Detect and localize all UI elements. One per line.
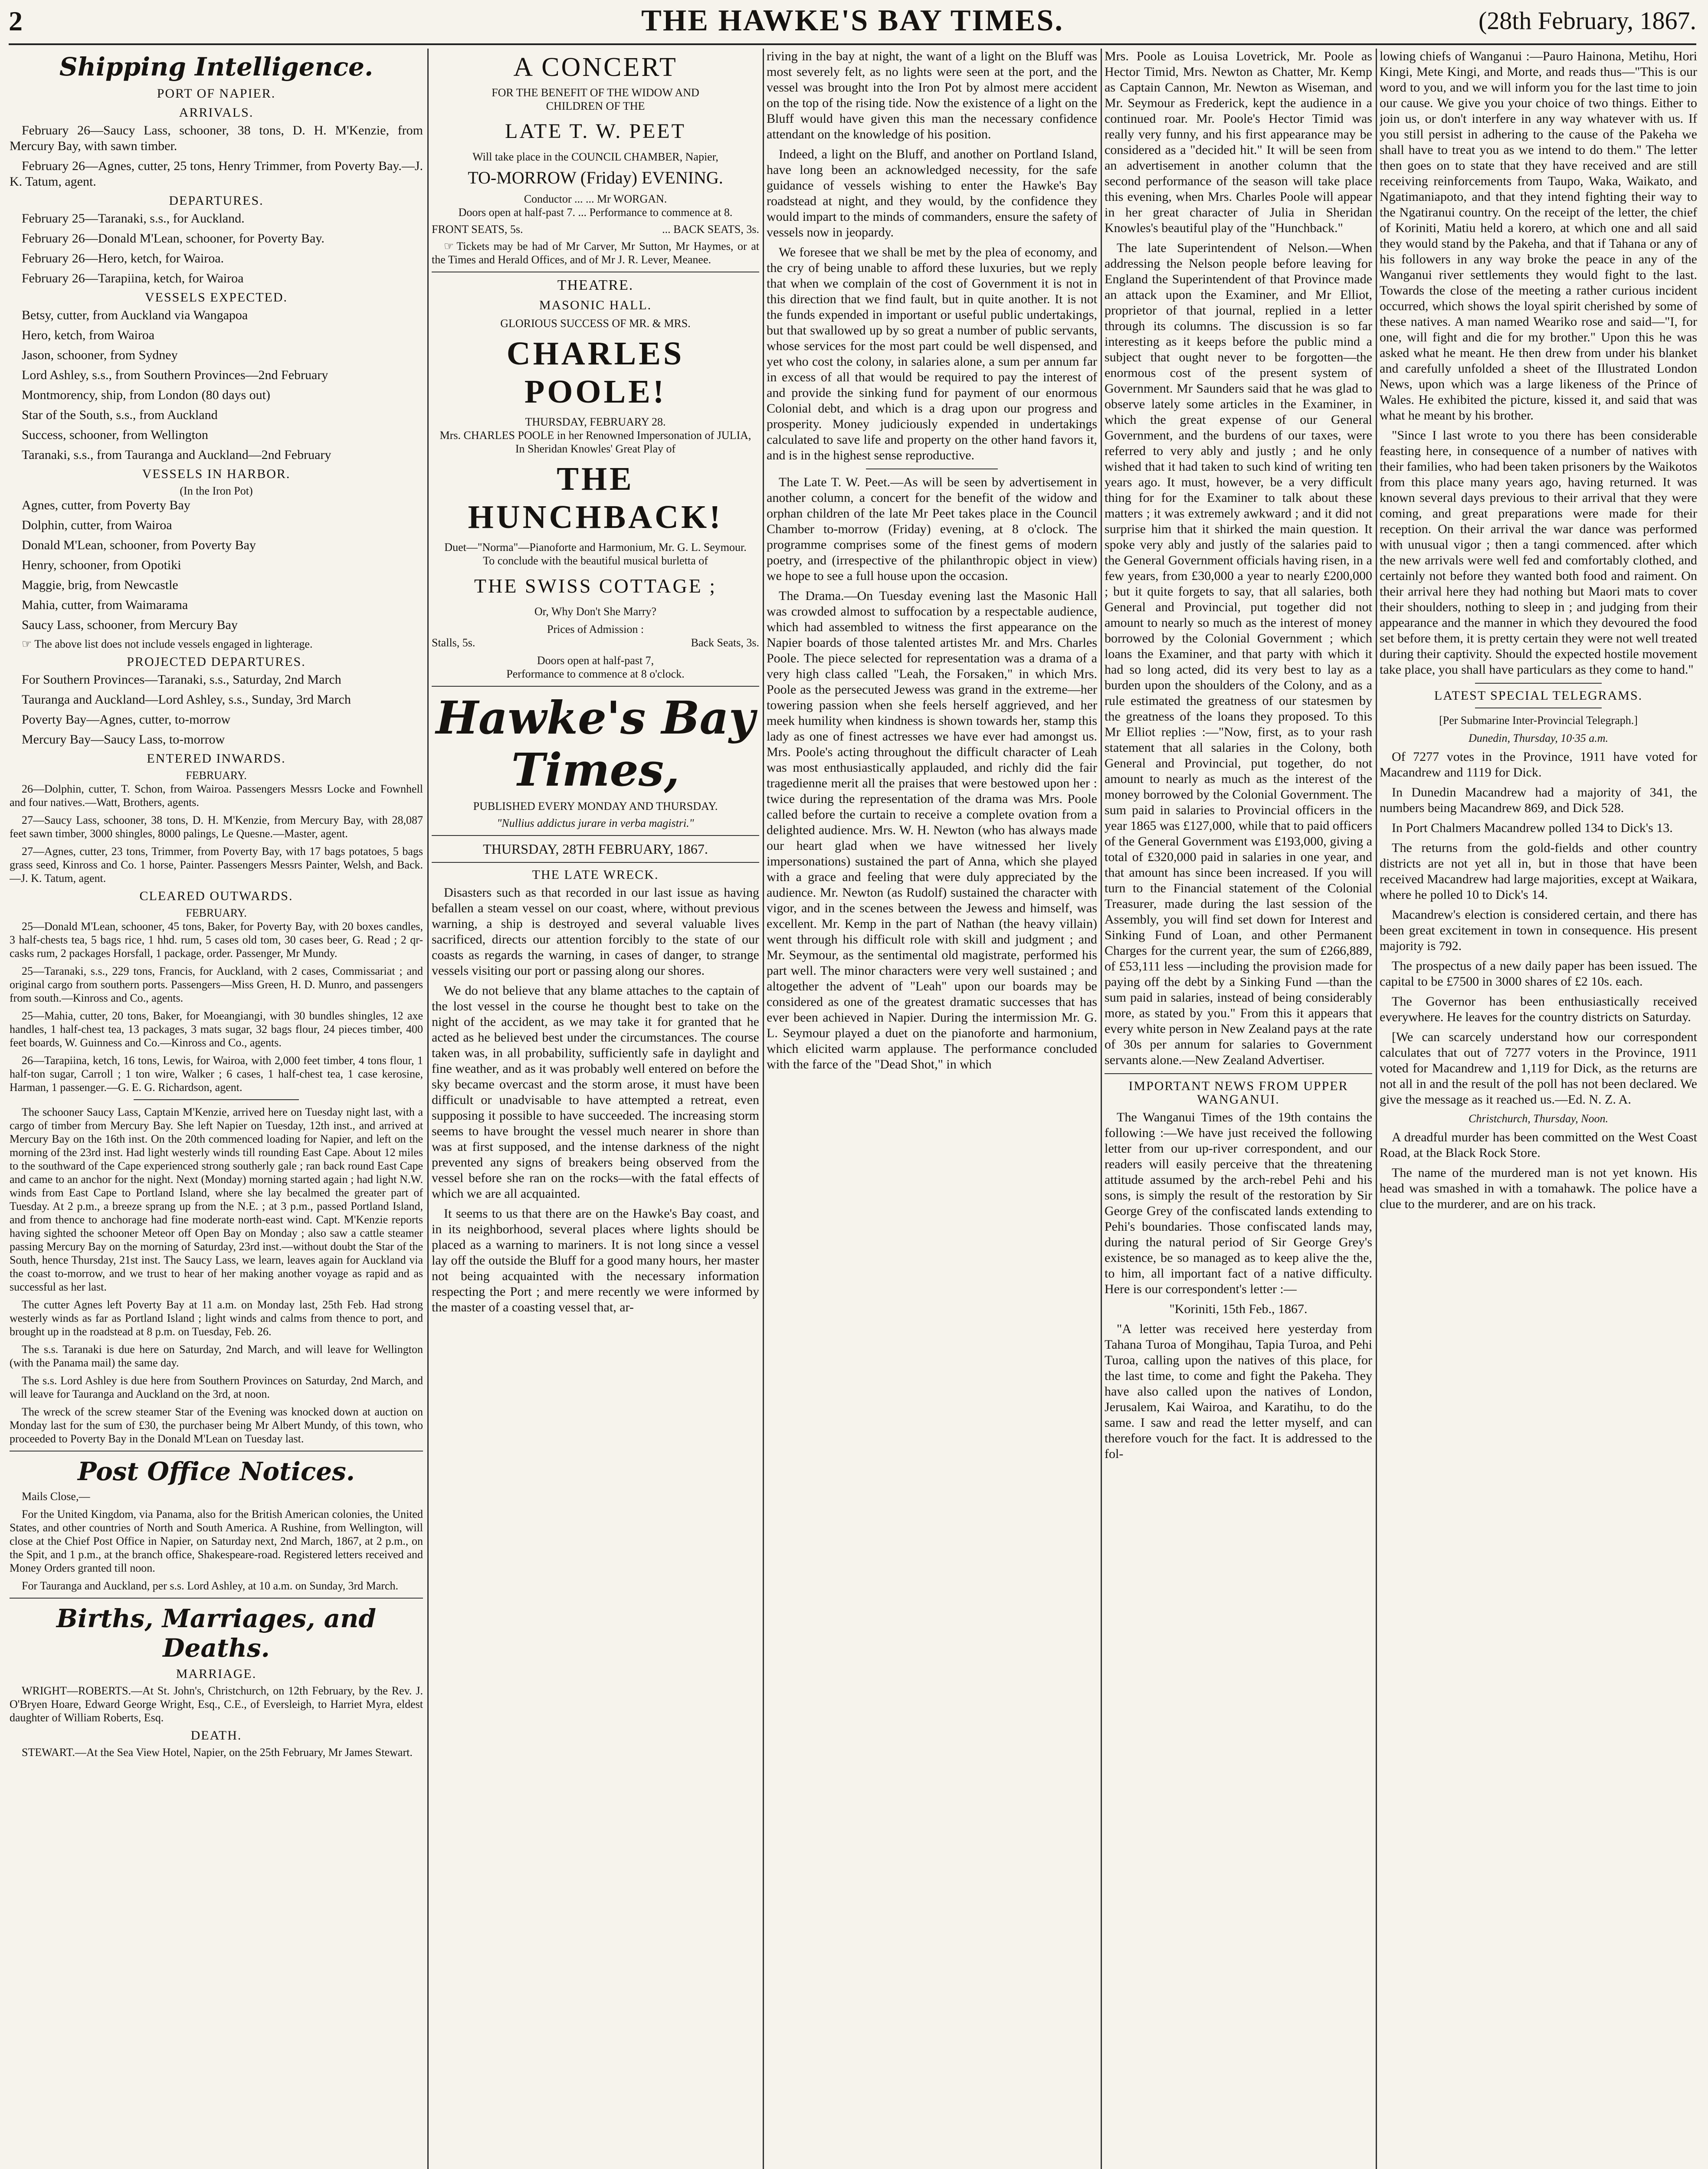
- letter-dateline: "Koriniti, 15th Feb., 1867.: [1169, 1302, 1308, 1316]
- concert-title: A CONCERT: [513, 52, 678, 82]
- theatre-mrs: Mrs. CHARLES POOLE in her Renowned Impersonation of JULIA,: [439, 429, 751, 442]
- death-heading: DEATH.: [190, 1728, 242, 1743]
- theatre-or: Or, Why Don't She Marry?: [534, 605, 657, 618]
- post-office-heading: Post Office Notices.: [78, 1457, 355, 1486]
- departure-entry: February 26—Tarapiina, ketch, for Wairoa: [22, 271, 244, 285]
- telegram-paragraph: In Port Chalmers Macandrew polled 134 to Dick's 13.: [1392, 821, 1673, 835]
- divider: [134, 1099, 299, 1100]
- death-notice: STEWART.—At the Sea View Hotel, Napier, on the 25th February, Mr James Stewart.: [22, 1746, 413, 1759]
- projected-entry: For Southern Provinces—Taranaki, s.s., Saturday, 2nd March: [22, 672, 341, 687]
- divider: [1475, 683, 1602, 684]
- shipping-news-paragraph: The s.s. Lord Ashley is due here from Southern Provinces on Saturday, 2nd March, and will leave for Tauranga and Auckland on the 3rd, at noon.: [10, 1374, 423, 1400]
- editor-note: [We can scarcely understand how our correspondent calculates that out of 7277 voters in the Province, 1911 voted for Macandrew and 1,119 for Dick, as the returns are not all in and the result of the poll has not been declared. We give the message as it reached us.—Ed. N. Z. A.: [1380, 1030, 1697, 1107]
- harbor-entry: Maggie, brig, from Newcastle: [22, 578, 178, 592]
- shipping-news-paragraph: The wreck of the screw steamer Star of the Evening was knocked down at auction on Monday last for the sum of £30, the purchaser being Mr Albert Mundy, of this town, who proceeded to Poverty Bay in the Donald M'Lean on Tuesday last.: [10, 1406, 423, 1445]
- harbor-entry: Henry, schooner, from Opotiki: [22, 558, 181, 572]
- bmd-heading: Births, Marriages, and Deaths.: [56, 1604, 376, 1663]
- inwards-entry: 27—Agnes, cutter, 23 tons, Trimmer, from Poverty Bay, with 17 bags potatoes, 5 bags grass seed, Kinross and Co. 1 horse, Painter. Passengers Messrs Painter, Welsh, and Back.—J. K. Tatum, agent.: [10, 845, 423, 885]
- wreck-paragraph: Indeed, a light on the Bluff, and another on Portland Island, have long been an acknowledged necessity, for the safe guidance of vessels wishing to enter the Hawke's Bay roadstead at night, and they would, by the confidence they would impart to the minds of commanders, ensure the safety of vessels now in jeopardy.: [767, 147, 1097, 239]
- divider: [1105, 1073, 1372, 1074]
- departure-entry: February 26—Donald M'Lean, schooner, for Poverty Bay.: [22, 231, 325, 246]
- christchurch-paragraph: The name of the murdered man is not yet known. His head was smashed in with a tomahawk. The police have a clue to the murderer, and are on his track.: [1380, 1166, 1697, 1211]
- outwards-heading: CLEARED OUTWARDS.: [139, 889, 293, 903]
- expected-entry: Lord Ashley, s.s., from Southern Provinces—2nd February: [22, 368, 328, 382]
- concert-subtitle: CHILDREN OF THE: [546, 100, 645, 112]
- concert-conductor: Conductor ... ... Mr WORGAN.: [524, 193, 667, 205]
- harbor-entry: Saucy Lass, schooner, from Mercury Bay: [22, 618, 238, 632]
- wreck-paragraph: It seems to us that there are on the Hawke's Bay coast, and in its neighborhood, several places where lights should be placed as a warning to mariners. It is not long since a vessel lay off the outside the Bluff for a good many hours, her master not being acquainted with the necessary information respecting the Port ; and mere recently we were informed by the master of a coasting vessel that, ar-: [432, 1206, 759, 1314]
- concert-name: LATE T. W. PEET: [505, 120, 686, 143]
- harbor-entry: Mahia, cutter, from Waimarama: [22, 598, 188, 612]
- column-divider: [763, 49, 764, 2169]
- column-telegrams: [1380, 49, 1697, 2169]
- letter-paragraph: "A letter was received here yesterday from Tahana Turoa of Mongihau, Tapia Turoa, and Pehi Turoa, calling upon the natives of this place, for the last time, to come and fight the Pakeha. They have also called upon the natives of London, Jerusalem, Kai Wairoa, and Karatihu, to do the same. I saw and read the letter myself, and can therefore vouch for the fact. It is addressed to the fol-: [1105, 1322, 1372, 1461]
- theatre-burletta: THE SWISS COTTAGE ;: [474, 575, 717, 597]
- expected-entry: Jason, schooner, from Sydney: [22, 348, 178, 362]
- theatre-prices: Prices of Admission :: [547, 623, 644, 636]
- wreck-paragraph: Disasters such as that recorded in our last issue as having befallen a steam vessel on our coast, where, without previous warning, a ship is destroyed and several valuable lives sacrificed, directs our attention forcibly to the state of our coasts as regards the warning, in cases of danger, to strange vessels visiting our port or passing along our shores.: [432, 885, 759, 978]
- stalls-price: Stalls, 5s.: [432, 636, 475, 649]
- published-line: PUBLISHED EVERY MONDAY AND THURSDAY.: [473, 800, 718, 813]
- telegram-paragraph: Of 7277 votes in the Province, 1911 have voted for Macandrew and 1119 for Dick.: [1380, 750, 1697, 780]
- shipping-news-paragraph: The cutter Agnes left Poverty Bay at 11 a.m. on Monday last, 25th Feb. Had strong westerly winds as far as Portland Island ; light winds and calms from thence to port, and brought up in the roadstead at 8 p.m. on Tuesday, Feb. 26.: [10, 1298, 423, 1338]
- back-seats: ... BACK SEATS, 3s.: [662, 223, 759, 236]
- shipping-heading: Shipping Intelligence.: [59, 52, 374, 82]
- telegram-paragraph: Macandrew's election is considered certain, and there has been great excitement in town in consequence. His present majority is 792.: [1380, 908, 1697, 953]
- harbor-entry: Agnes, cutter, from Poverty Bay: [22, 498, 190, 512]
- theatre-performance: Performance to commence at 8 o'clock.: [506, 668, 685, 680]
- expected-entry: Hero, ketch, from Wairoa: [22, 328, 155, 342]
- masthead-rule: [9, 43, 1696, 45]
- outwards-entry: 25—Donald M'Lean, schooner, 45 tons, Baker, for Poverty Bay, with 20 boxes candles, 3 half-chests tea, 5 bags rice, 1 hhd. rum, 5 cases old tom, 30 cases beer, G. Read ; 2 qr-casks rum, 2 packages Horsfall, 1 package, order. Passenger, Mr Mundy.: [10, 920, 423, 960]
- theatre-price-row: [432, 636, 759, 649]
- projected-entry: Mercury Bay—Saucy Lass, to-morrow: [22, 732, 225, 747]
- telegram-paragraph: In Dunedin Macandrew had a majority of 341, the numbers being Macandrew 869, and Dick 528.: [1380, 785, 1697, 815]
- christchurch-paragraph: A dreadful murder has been committed on the West Coast Road, at the Black Rock Store.: [1380, 1130, 1697, 1160]
- telegram-paragraph: The returns from the gold-fields and other country districts are not yet all in, but in those that have been received Macandrew had large majorities, except at Waikara, where he polled 10 to Dick's 14.: [1380, 841, 1697, 902]
- column-advertisements: [432, 49, 759, 2169]
- column-divider: [1376, 49, 1377, 2169]
- drama-paragraph: The Drama.—On Tuesday evening last the Masonic Hall was crowded almost to suffocation by a respectable audience, which had assembled to witness the first appearance on the Napier boards of those talented artistes Mr. and Mrs. Charles Poole. The piece selected for representation was a drama of a very high class called "Leah, the Forsaken," in which Mrs. Poole as the persecuted Jewess was grand in the extreme—her towering passion when she feels herself aggrieved, and her meek humility when kindness is shown towards her, stamp this lady as one of finest actresses we have ever had amongst us. Mrs. Poole's acting throughout the difficult character of Leah was most enthusiastically applauded, and richly did the fair tragedienne merit all the praises that were bestowed upon her : twice during the representation of the drama was Mrs. Poole called before the curtain to receive a complete ovation from a delighted audience. Mrs. W. H. Newton (who has always made our heart glad when we have witnessed her lively impersonations) sustained the part of Anna, which she played with a grace and feeling that were duly appreciated by the audience. Mr. Newton (as Rudolf) sustained the character with vigor, and in the scenes between the Jewess and himself, was excellent. Mr. Kemp in the part of Nathan (the heavy villain) went through his difficult role with skill and judgment ; and Mr. Seymour, as the sentimental old magistrate, performed his part well. The minor characters were very well sustained ; and altogether the advent of "Leah" upon our boards may be considered as one of the greatest dramatic successes that has ever been achieved in Napier. During the intermission Mr. G. L. Seymour played a duet on the pianoforte and harmonium, which elicited warm applause. The performance concluded with the farce of the "Dead Shot," in which: [767, 589, 1097, 1071]
- theatre-in: In Sheridan Knowles' Great Play of: [515, 442, 676, 455]
- expected-entry: Success, schooner, from Wellington: [22, 428, 208, 442]
- nelson-paragraph: The late Superintendent of Nelson.—When addressing the Nelson people before leaving for England the Superintendent of that Province made an attack upon the Examiner, and Mr Elliot, proprietor of that journal, replied in a letter through its columns. The discussion is so far interesting as it keeps before the public mind a subject that ought never to be forgotten—the enormous cost of the present system of Government. Mr Saunders said that he was glad to observe lately some articles in the Examiner, in which the great expense of our General Government, and the burdens of our taxes, were referred to very ably and justly ; and he only wished that it had taken to such kind of writing ten years ago. It must, however, be a very difficult thing for for the Examiner to talk about these matters ; it was extremely awkward ; and it did not surprise him that it shirked the main question. It spoke very ably and justly of the salaries paid to the General Government officials having risen, in a few years, from £30,000 a year to nearly £200,000 ; but it quite forgets to say, that all salaries, both General and Provincial, put together did not amount to nearly so much as the interest of money borrowed by the Colonial Government ; which loans the Examiner, and that party with which it had so long acted, did its very best to lay as a burden upon the shoulders of the Colony, and as a rule estimated the greatness of our statesmen by the greatness of the loans they proposed. To this Mr Elliot replies :—"Now, first, as to your rash statement that all salaries in the Colony, both General and Provincial, put together, do not amount to nearly as much as the interest of the money borrowed by the Colonial Government. The sum paid in salaries to Provincial officers in the year 1865 was £127,000, while that to paid officers of the General Government was £193,000, giving a total of £320,000 paid in salaries in one year, and that amount has since been increased. If you will turn to the Financial statement of the Colonial Treasurer, made during the last session of the Assembly, you will find set down for Interest and Sinking Fund of Loan, and other Permanent Charges for the current year, the sum of £266,889, of £53,111 less —including the provision made for paying off the debt by a Sinking Fund —than the sum paid in salaries, instead of being considerably more, as stated by you." From this it appears that every white person in New Zealand pays at the rate of 30s per annum for salaries to Government servants alone.—New Zealand Advertiser.: [1105, 241, 1372, 1067]
- departure-entry: February 25—Taranaki, s.s., for Auckland.: [22, 211, 245, 226]
- mails-close-label: Mails Close,—: [22, 1490, 90, 1503]
- harbor-heading: VESSELS IN HARBOR.: [142, 467, 291, 481]
- column-divider: [1101, 49, 1102, 2169]
- outwards-entry: 25—Mahia, cutter, 20 tons, Baker, for Moeangiangi, with 30 bundles shingles, 12 axe handles, 1 half-chest tea, 13 packages, 3 mats sugar, 32 bags flour, 24 pieces timber, 400 feet boards, W. Guinness and Co.—Kinross and Co., agents.: [10, 1009, 423, 1049]
- harbor-subheading: (In the Iron Pot): [180, 485, 253, 497]
- theatre-date: THURSDAY, FEBRUARY 28.: [525, 416, 666, 428]
- expected-heading: VESSELS EXPECTED.: [144, 290, 288, 305]
- concert-seats: [432, 223, 759, 236]
- letter-paragraph: "Since I last wrote to you there has been considerable feasting here, in consequence of a number of natives with their families, who had been taken prisoners by the Waikotos from this place many years ago, having returned. It was known several days previous to their arrival that they were coming, and great preparations were made for their reception. On their arrival the war dance was performed with unusual vigor ; then a tangi commenced. after which the new arrivals were well fed and comfortably clothed, and certainly not before they wanted both food and raiment. On their arrival here they had nothing but Maori mats to cover their shoulders, nothing to sleep in ; and judging from their appearance and the manner in which they devoured the food set before them, it is pretty certain they were not well treated during their captivity. Should the expected hostile movement take place, you shall have particulars as they come to hand.": [1380, 428, 1697, 677]
- column-editorial: [767, 49, 1097, 2169]
- theatre-glorious: GLORIOUS SUCCESS OF MR. & MRS.: [500, 317, 691, 330]
- expected-entry: Taranaki, s.s., from Tauranga and Auckland—2nd February: [22, 448, 331, 462]
- departures-heading: DEPARTURES.: [169, 193, 264, 208]
- column-divider: [427, 49, 429, 2169]
- pointing-hand-icon: ☞: [444, 240, 454, 252]
- concert-tickets: [432, 239, 759, 266]
- column-news: [1105, 49, 1372, 2169]
- harbor-entry: Dolphin, cutter, from Wairoa: [22, 518, 172, 532]
- concert-when: TO-MORROW (Friday) EVENING.: [468, 168, 723, 187]
- paper-title: Hawke's Bay Times,: [436, 691, 755, 796]
- harbor-note: [10, 637, 423, 651]
- inwards-month: FEBRUARY.: [186, 769, 247, 782]
- divider: [432, 835, 759, 836]
- back-seats-price: Back Seats, 3s.: [691, 636, 759, 649]
- shipping-news-paragraph: The schooner Saucy Lass, Captain M'Kenzie, arrived here on Tuesday night last, with a cargo of timber from Mercury Bay. She left Napier on Tuesday, 12th inst., and arrived at Mercury Bay on the 16th inst. On the 20th commenced loading for Napier, and left on the morning of the 23rd inst. Had light westerly winds till rounding East Cape. About 12 miles to the southward of the Cape experienced strong southerly gale ; ran back round East Cape and came to an anchor for the night. Next (Monday) morning started again ; had light N.W. winds from East Cape to Portland Island, where she lay becalmed the greater part of Tuesday. At 2 p.m., a breeze sprang up from the N.E. ; at 3 p.m., passed Portland Island, and from thence to anchorage had fine moderate north-east wind. Capt. M'Kenzie reports having sighted the schooner Meteor off Open Bay on Monday ; also saw a cattle steamer passing Mercury Bay on the morning of Saturday, 23rd inst.—without doubt the Star of the South, hence Thursday, 21st inst. The Saucy Lass, we learn, leaves again for Auckland via the coast to-morrow, and we trust to hear of her making another voyage as rapid and as successful as her last.: [10, 1106, 423, 1293]
- masthead: [9, 3, 1696, 43]
- pointing-hand-icon: ☞: [22, 638, 32, 650]
- concert-subtitle: FOR THE BENEFIT OF THE WIDOW AND: [492, 86, 699, 99]
- letter-paragraph: lowing chiefs of Wanganui :—Pauro Hainona, Metihu, Hori Kingi, Mete Kingi, and Morte, and reads thus—"This is our word to you, and we will inform you for the last time to join our cause. We give you your choice of two things. Either to join us, or don't interfere in any way whatever with us. If you still persist in adhering to the cause of the Pakeha we shall have to treat you as we intend to do them." The letter then goes on to state that they have received and are still receiving reinforcements from Taupo, Waka, Waikato, and Ngatimaniapoto, and that they intend fighting their way to the Ngatiranui country. On the receipt of the letter, the chief of Koriniti, Matiu held a korero, at which one and all said they would stand by the Pakeha, and that if Tahana or any of his followers in any way broke the peace in any of the Wanganui river settlements they would fight to the last. Towards the close of the meeting a rather curious incident occurred, which shows the loyal spirit cherished by some of these natives. A man named Weariko rose and said—"I, for one, will fight and die for my brother." Upon this he was asked what he meant. He then drew from under his blanket and carefully unfolded a sheet of the Illustrated London News, upon which was a large likeness of the Prince of Wales. He exhibited the picture, kissed it, and said that was what he meant by his brother.: [1380, 49, 1697, 423]
- marriage-notice: WRIGHT—ROBERTS.—At St. John's, Christchurch, on 12th February, by the Rev. J. O'Bryen Hoare, Edward George Wright, Esq., C.E., of Eversleigh, to Harriet Myra, eldest daughter of William Roberts, Esq.: [10, 1684, 423, 1724]
- theatre-hall: MASONIC HALL.: [539, 298, 652, 312]
- port-heading: PORT OF NAPIER.: [157, 86, 276, 101]
- arrivals-heading: ARRIVALS.: [179, 105, 254, 120]
- wreck-paragraph: We foresee that we shall be met by the plea of economy, and the cry of being unable to afford these luxuries, but we reply that when we complain of the cost of Government it is not in this direction that we find fault, but in quite another. It is not the funds expended in important or useful public undertakings, but that swallowed up by so great a number of public servants, whose services for the most part could be well dispensed, and yet who cost the colony, in salaries alone, a sum per annum far in excess of all that would be required to pay the interest of and provide the sinking fund for payment of our enormous Colonial debt, and which is a drag upon our progress and prosperity. Money judiciously expended in undertakings calculated to save life and property on the other hand favors it, and is in the highest sense reproductive.: [767, 245, 1097, 462]
- marriage-heading: MARRIAGE.: [176, 1667, 257, 1681]
- wreck-heading: THE LATE WRECK.: [532, 868, 659, 882]
- telegrams-heading: LATEST SPECIAL TELEGRAMS.: [1434, 688, 1643, 703]
- outwards-entry: 26—Tarapiina, ketch, 16 tons, Lewis, for Wairoa, with 2,000 feet timber, 4 tons flour, 1 half-ton sugar, Carroll ; 1 ton wire, Walker ; 6 cases, 1 half-chest tea, 1 case kerosine, Harman, 1 passenger.—G. E. G. Richardson, agent.: [10, 1054, 423, 1094]
- concert-doors: Doors open at half-past 7. ... Performance to commence at 8.: [458, 206, 733, 219]
- inwards-heading: ENTERED INWARDS.: [147, 751, 286, 766]
- christchurch-dateline: Christchurch, Thursday, Noon.: [1469, 1112, 1608, 1125]
- projected-entry: Poverty Bay—Agnes, cutter, to-morrow: [22, 712, 231, 727]
- divider: [10, 1598, 423, 1599]
- wreck-paragraph: We do not believe that any blame attaches to the captain of the lost vessel in the course he thought best to take on the night of the accident, as we may take it for granted that he acted as he believed best under the circumstances. The course taken was, in all probability, sufficiently safe in daylight and fine weather, and as it was probably well entered on before the sky became overcast and the storm arose, it must have been difficult or unadvisable to have attempted a retreat, even supposing it possible to have succeeded. The increasing storm seems to have brought the vessel much nearer in shore than was at first supposed, and the intense darkness of the night prevented any signs of breakers being observed from the vessel before she ran on the rocks—with the fatal effects of which we are all acquainted.: [432, 983, 759, 1201]
- drama-paragraph: Mrs. Poole as Louisa Lovetrick, Mr. Poole as Hector Timid, Mrs. Newton as Chatter, Mr. Kemp as Captain Cannon, Mr. Newton as Wiseman, and Mr. Seymour as Frederick, kept the audience in a continued roar. Mr. Poole's Hector Timid was really very funny, and his first appearance may be considered as a "decided hit." It will be seen from an advertisement in another column that the second performance of the season will take place this evening, when Mrs. Charles Poole will appear in her great character of Julia in Sheridan Knowles's beautiful play of the "Hunchback.": [1105, 49, 1372, 235]
- harbor-entry: Donald M'Lean, schooner, from Poverty Bay: [22, 538, 256, 552]
- outwards-month: FEBRUARY.: [186, 907, 247, 919]
- mail-notice: For the United Kingdom, via Panama, also for the British American colonies, the United States, and other countries of North and South America. A Rushine, from Wellington, will close at the Chief Post Office in Napier, on Saturday next, 2nd March, 1867, at 2 p.m., on the Spit, and 1 p.m., at the branch office, Shakespeare-road. Registered letters received and Money Orders granted till noon.: [10, 1508, 423, 1574]
- telegram-paragraph: The prospectus of a new daily paper has been issued. The capital to be £7500 in 3000 shares of £2 10s. each.: [1380, 959, 1697, 989]
- inwards-entry: 26—Dolphin, cutter, T. Schon, from Wairoa. Passengers Messrs Locke and Fownhell and four natives.—Watt, Brothers, agents.: [10, 783, 423, 809]
- theatre-duet: Duet—"Norma"—Pianoforte and Harmonium, Mr. G. L. Seymour.: [444, 541, 747, 554]
- wreck-paragraph: riving in the bay at night, the want of a light on the Bluff was most severely felt, as no lights were seen at the port, and the vessel was brought into the Iron Pot by almost mere accident on the top of the rising tide. Now the existence of a light on the Bluff would have given this man the necessary confidence attendant on the knowledge of his position.: [767, 49, 1097, 141]
- motto: "Nullius addictus jurare in verba magistri.": [497, 817, 694, 829]
- harbor-note-text: The above list does not include vessels engaged in lighterage.: [34, 638, 313, 650]
- divider: [432, 862, 759, 863]
- peet-paragraph: The Late T. W. Peet.—As will be seen by advertisement in another column, a concert for the benefit of the widow and orphan children of the late Mr Peet takes place in the Council Chamber to-morrow (Friday) evening, at 8 o'clock. The programme comprises some of the finest gems of modern poetry, and (irrespective of the philanthropic object in view) we hope to see a full house upon the occasion.: [767, 475, 1097, 583]
- expected-entry: Star of the South, s.s., from Auckland: [22, 408, 218, 422]
- theatre-play: THE HUNCHBACK!: [468, 461, 723, 535]
- mail-notice: For Tauranga and Auckland, per s.s. Lord Ashley, at 10 a.m. on Sunday, 3rd March.: [22, 1579, 399, 1592]
- upper-wanganui-paragraph: The Wanganui Times of the 19th contains the following :—We have just received the following letter from our up-river correspondent, and our readers will easily perceive that the threatening attitude assumed by the arch-rebel Pehi and his sons, is simply the result of the restoration by Sir George Grey of the confiscated lands extending to Pehi's boundaries. Those confiscated lands may, during the natural period of Sir George Grey's existence, be so managed as to keep alive the the, to him, all important fact of a native difficulty. Here is our correspondent's letter :—: [1105, 1110, 1372, 1296]
- telegrams-via: [Per Submarine Inter-Provincial Telegraph.]: [1439, 714, 1638, 727]
- expected-entry: Montmorency, ship, from London (80 days out): [22, 388, 270, 402]
- outwards-entry: 25—Taranaki, s.s., 229 tons, Francis, for Auckland, with 2 cases, Commissariat ; and original cargo from southern ports. Passengers—Miss Green, H. D. Munro, and passengers from south.—Kinross and Co., agents.: [10, 965, 423, 1004]
- inwards-entry: 27—Saucy Lass, schooner, 38 tons, D. H. M'Kenzie, from Mercury Bay, with 28,087 feet sawn timber, 3000 shingles, 8000 palings, Le Quesne.—Master, agent.: [10, 814, 423, 840]
- arrival-entry: February 26—Agnes, cutter, 25 tons, Henry Trimmer, from Poverty Bay.—J. K. Tatum, agent.: [10, 159, 423, 189]
- concert-place: Will take place in the COUNCIL CHAMBER, Napier,: [472, 151, 718, 163]
- theatre-title: THEATRE.: [557, 277, 634, 293]
- arrival-entry: February 26—Saucy Lass, schooner, 38 tons, D. H. M'Kenzie, from Mercury Bay, with sawn timber.: [10, 123, 423, 153]
- column-shipping: [10, 49, 423, 2169]
- telegram-paragraph: The Governor has been enthusiastically received everywhere. He leaves for the country districts on Saturday.: [1380, 994, 1697, 1024]
- theatre-conclude: To conclude with the beautiful musical burletta of: [483, 554, 708, 567]
- theatre-name: CHARLES POOLE!: [506, 335, 685, 410]
- shipping-news-paragraph: The s.s. Taranaki is due here on Saturday, 2nd March, and will leave for Wellington (with the Panama mail) the same day.: [10, 1343, 423, 1369]
- theatre-doors: Doors open at half-past 7,: [537, 654, 654, 667]
- divider: [432, 686, 759, 687]
- expected-entry: Betsy, cutter, from Auckland via Wangapoa: [22, 308, 248, 322]
- upper-wanganui-heading: IMPORTANT NEWS FROM UPPER WANGANUI.: [1128, 1079, 1348, 1107]
- page-number: 2: [9, 6, 23, 36]
- editorial-date: THURSDAY, 28TH FEBRUARY, 1867.: [483, 841, 708, 857]
- projected-heading: PROJECTED DEPARTURES.: [127, 655, 306, 669]
- departure-entry: February 26—Hero, ketch, for Wairoa.: [22, 251, 224, 265]
- newspaper-title: THE HAWKE'S BAY TIMES.: [641, 4, 1064, 37]
- projected-entry: Tauranga and Auckland—Lord Ashley, s.s., Sunday, 3rd March: [22, 692, 351, 707]
- front-seats: FRONT SEATS, 5s.: [432, 223, 523, 236]
- issue-date: (28th February, 1867.: [1478, 7, 1696, 35]
- dunedin-dateline: Dunedin, Thursday, 10·35 a.m.: [1468, 732, 1609, 744]
- concert-tickets-text: Tickets may be had of Mr Carver, Mr Sutton, Mr Haymes, or at the Times and Herald Offices, and of Mr J. R. Lever, Meanee.: [432, 240, 759, 266]
